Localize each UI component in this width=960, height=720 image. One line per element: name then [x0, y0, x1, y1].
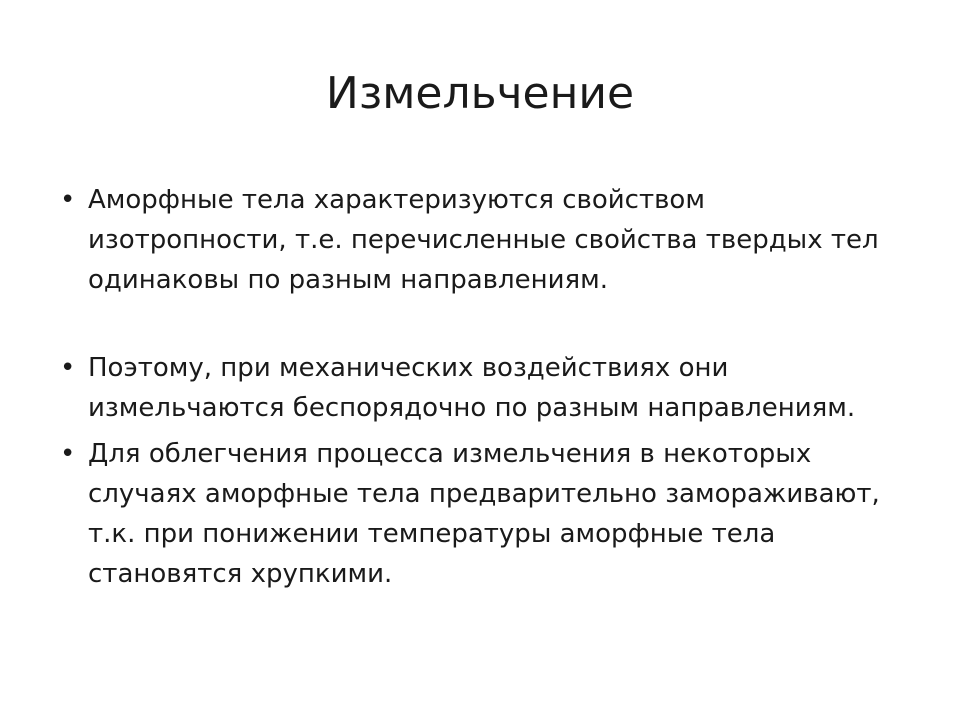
bullet-item [60, 180, 910, 300]
bullet-text: Аморфные тела характеризуются свойством изотропности, т.е. перечисленные свойства твердых тел одинаковы по разным направлениям. [88, 185, 879, 295]
bullet-item [60, 434, 910, 594]
bullet-dot-icon: • [60, 353, 76, 383]
bullet-dot-icon: • [60, 185, 76, 215]
bullet-text: Поэтому, при механических воздействиях они измельчаются беспорядочно по разным направлениям. [88, 353, 856, 423]
slide-title: Измельчение [325, 68, 635, 119]
bullet-dot-icon: • [60, 439, 76, 469]
bullet-list [60, 180, 910, 594]
bullet-item [60, 348, 910, 428]
bullet-text: Для облегчения процесса измельчения в некоторых случаях аморфные тела предварительно замораживают, т.к. при понижении температуры аморфные тела становятся хрупкими. [88, 439, 880, 589]
